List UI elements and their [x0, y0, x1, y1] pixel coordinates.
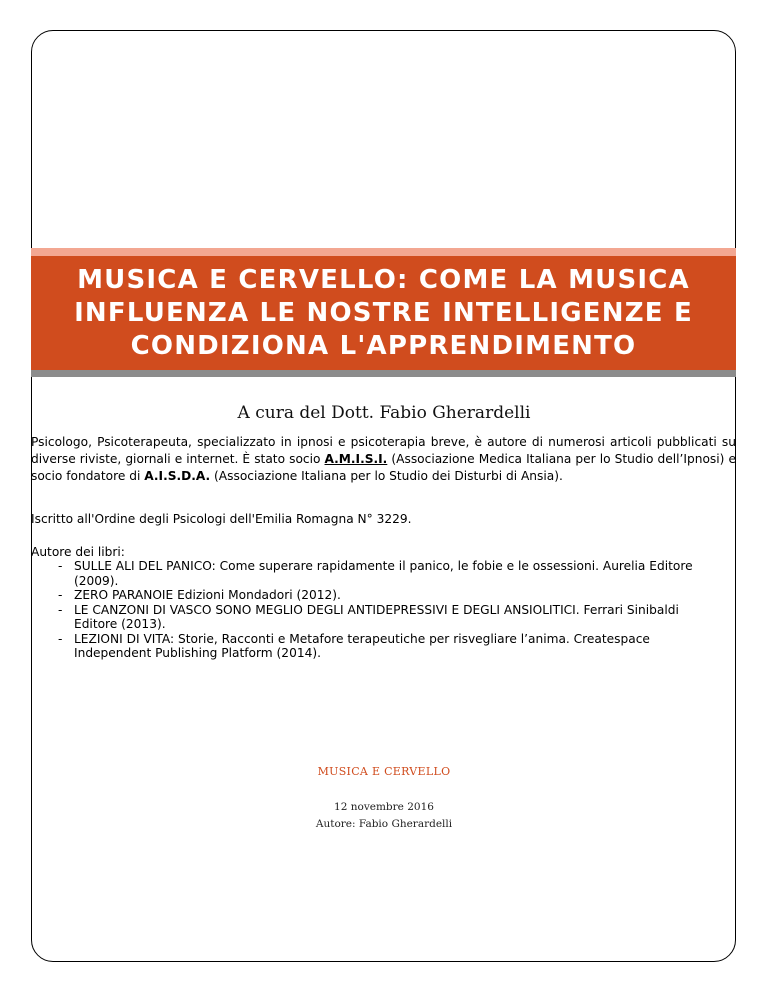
footer-date: 12 novembre 2016 [334, 801, 434, 813]
title-band-bottom-stripe [31, 370, 736, 377]
list-item [31, 603, 736, 632]
footer-author: Autore: Fabio Gherardelli [315, 818, 453, 830]
books-label: Autore dei libri: [31, 545, 125, 559]
books-list [31, 559, 736, 661]
list-item [31, 559, 736, 588]
list-bullet: - [58, 602, 63, 617]
amisi-link[interactable]: A.M.I.S.I. [324, 452, 388, 466]
list-bullet: - [58, 631, 63, 646]
list-item [31, 588, 736, 603]
footer-title: MUSICA E CERVELLO [317, 765, 451, 778]
list-item [31, 632, 736, 661]
registration-line: Iscritto all'Ordine degli Psicologi dell'Emilia Romagna N° 3229. [31, 512, 412, 526]
book-title: LE CANZONI DI VASCO SONO MEGLIO DEGLI ANTIDEPRESSIVI E DEGLI ANSIOLITICI. Ferrari Sinibaldi Editore (2013). [74, 602, 679, 631]
document-title: MUSICA E CERVELLO: COME LA MUSICA INFLUENZA LE NOSTRE INTELLIGENZE E CONDIZIONA L'APPRENDIMENTO [74, 264, 693, 361]
bio-text: Psicologo, Psicoterapeuta, specializzato in ipnosi e psicoterapia breve, è autore di numerosi articoli pubblicati su diverse riviste, giornali e internet. È stato socio [31, 435, 736, 466]
title-band-top-stripe [31, 248, 736, 256]
book-title: SULLE ALI DEL PANICO: Come superare rapidamente il panico, le fobie e le ossessioni. Aurelia Editore (2009). [74, 559, 693, 588]
title-banner [31, 256, 736, 370]
author-bio [31, 434, 736, 485]
curator-line: A cura del Dott. Fabio Gherardelli [237, 403, 531, 423]
book-title: ZERO PARANOIE Edizioni Mondadori (2012). [74, 588, 341, 602]
bio-text: (Associazione Italiana per lo Studio dei Disturbi di Ansia). [210, 469, 563, 483]
list-bullet: - [58, 559, 63, 573]
aisda-acronym: A.I.S.D.A. [144, 469, 211, 483]
bio-text: (Associazione Medica Italiana per lo Studio dell’Ipnosi) e socio fondatore di [31, 452, 736, 483]
book-title: LEZIONI DI VITA: Storie, Racconti e Metafore terapeutiche per risvegliare l’anima. Createspace Independent Publishing Platform (2014). [74, 631, 650, 660]
list-bullet: - [58, 588, 63, 602]
